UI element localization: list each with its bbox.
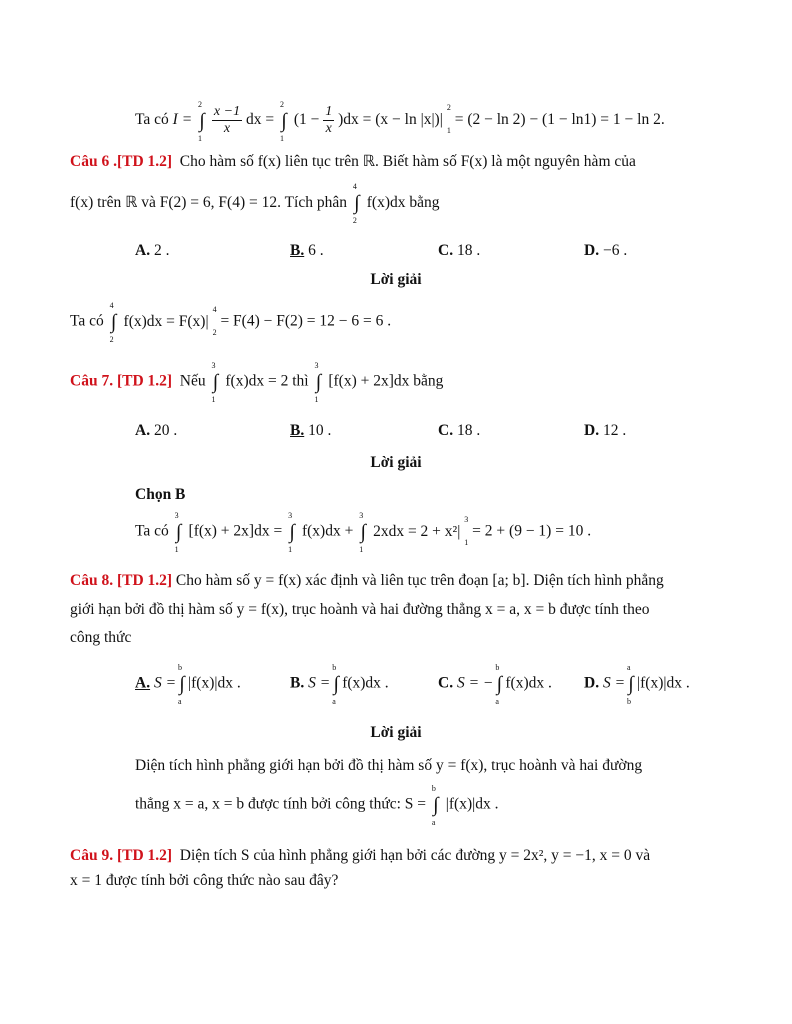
upper-limit: b [178, 663, 183, 672]
option-letter: A. [135, 242, 151, 259]
option-d[interactable] [584, 422, 626, 440]
option-d[interactable] [584, 242, 627, 260]
math: [f(x) + 2x]dx = [188, 522, 283, 540]
question-9-line1 [70, 847, 650, 865]
denominator: x [223, 121, 231, 137]
integral-sign: ∫ 3 1 [359, 511, 366, 554]
option-letter: D. [584, 242, 600, 259]
numerator: x −1 [212, 104, 242, 121]
option-letter: B. [290, 422, 305, 439]
q6-solution [70, 301, 392, 344]
question-text: Nếu [179, 372, 206, 390]
option-letter: D. [584, 674, 600, 692]
math: f(x)dx = F(x)| [123, 312, 209, 330]
option-c[interactable] [438, 422, 480, 440]
choose-answer: Chọn B [135, 486, 186, 503]
option-value: 20 . [153, 422, 178, 439]
math: S = [153, 674, 177, 692]
option-value: 18 . [456, 242, 481, 259]
solution-title: Lời giải [370, 271, 422, 288]
question-label: Câu 9. [TD 1.2] [70, 847, 173, 864]
math: f(x)dx . [342, 674, 389, 692]
option-c[interactable] [438, 242, 480, 260]
question-8-line1 [70, 572, 664, 590]
integral-sign: ∫ b a [431, 784, 439, 827]
option-letter: C. [438, 422, 454, 439]
question-7-line1 [70, 361, 444, 404]
math: I = [172, 111, 193, 129]
integral-sign: ∫ b a [178, 663, 185, 706]
option-a[interactable] [135, 663, 241, 706]
question-8-line3: công thức [70, 629, 132, 646]
lower-limit: 1 [359, 545, 364, 554]
math: |f(x)|dx . [188, 674, 241, 692]
q8-solution-line2 [135, 784, 499, 827]
math: S = [308, 674, 331, 692]
top-solution [135, 99, 665, 143]
lower-limit: 1 [174, 545, 179, 554]
math: dx = [245, 111, 275, 129]
lower-limit: 2 [352, 216, 357, 226]
upper-limit: 2 [198, 99, 203, 109]
lower-limit: a [495, 697, 499, 706]
question-text: f(x)dx bằng [366, 194, 440, 211]
option-value: 2 . [153, 242, 170, 259]
option-b[interactable] [290, 663, 389, 706]
question-6-line2 [70, 182, 440, 226]
question-label: Câu 6 .[TD 1.2] [70, 153, 173, 170]
option-letter: C. [438, 242, 454, 259]
integral-sign: ∫ 4 2 [109, 301, 117, 344]
fraction [323, 104, 334, 137]
lower-limit: a [332, 697, 336, 706]
option-letter: B. [290, 242, 305, 259]
solution-title: Lời giải [370, 724, 422, 741]
lower-limit: 2 [109, 335, 114, 344]
option-value: −6 . [602, 242, 628, 259]
denominator: x [325, 121, 332, 137]
lower-limit: a [178, 697, 182, 706]
lower-limit: b [627, 697, 632, 706]
math: f(x)dx + [301, 522, 354, 540]
option-c[interactable] [438, 663, 552, 706]
upper-limit: 2 [446, 103, 451, 113]
lower-limit: 1 [279, 133, 284, 143]
option-d[interactable] [584, 663, 690, 706]
upper-limit: 4 [212, 304, 217, 314]
text: thẳng x = a, x = b được tính bởi công thức: S = [135, 795, 427, 813]
upper-limit: a [627, 663, 631, 672]
q8-solution-line1: Diện tích hình phẳng giới hạn bởi đồ thị hàm số y = f(x), trục hoành và hai đường [135, 757, 643, 774]
question-label: Câu 8. [TD 1.2] [70, 572, 173, 589]
lower-limit: a [431, 818, 436, 827]
option-b[interactable] [290, 242, 324, 260]
upper-limit: 3 [288, 511, 293, 520]
upper-limit: 3 [314, 361, 319, 370]
option-value: 6 . [308, 242, 324, 259]
upper-limit: b [495, 663, 500, 672]
option-letter: D. [584, 422, 600, 439]
integral-sign: ∫ 3 1 [174, 511, 182, 554]
integral-sign: ∫ 3 1 [211, 361, 219, 404]
integral-sign: ∫ 4 2 [352, 182, 360, 226]
question-text: f(x)dx = 2 thì [225, 372, 309, 390]
lower-limit: 1 [446, 126, 451, 136]
integral-sign: ∫ a b [627, 663, 634, 706]
math: S = [602, 674, 626, 692]
upper-limit: 3 [359, 511, 364, 520]
upper-limit: 3 [211, 361, 216, 370]
integral-sign: ∫ 3 1 [288, 511, 295, 554]
upper-limit: 3 [174, 511, 179, 520]
question-8-line2: giới hạn bởi đồ thị hàm số y = f(x), trục hoành và hai đường thẳng x = a, x = b được tính theo [70, 601, 650, 618]
upper-limit: 4 [109, 301, 114, 310]
math: (1 − [293, 111, 320, 129]
lower-limit: 1 [288, 545, 293, 554]
integral-sign: ∫ 2 1 [198, 99, 205, 143]
integral-sign: ∫ b a [495, 663, 503, 706]
question-text: f(x) trên ℝ và F(2) = 6, F(4) = 12. Tích phân [70, 194, 347, 211]
fraction [212, 104, 242, 137]
option-value: 18 . [456, 422, 481, 439]
text: Ta có [70, 312, 104, 330]
option-letter: A. [135, 422, 151, 439]
text: Ta có [135, 522, 169, 540]
integral-sign: ∫ b a [332, 663, 339, 706]
lower-limit: 2 [212, 327, 217, 337]
option-a[interactable] [135, 422, 177, 440]
option-a[interactable] [135, 242, 169, 260]
numerator: 1 [323, 104, 334, 121]
option-value: 10 . [308, 422, 332, 439]
option-letter: A. [135, 674, 151, 692]
upper-limit: 3 [464, 514, 469, 524]
question-6-line1 [70, 152, 636, 171]
math: = 2 + (9 − 1) = 10 . [472, 522, 592, 540]
question-label: Câu 7. [TD 1.2] [70, 372, 173, 390]
text: Ta có [135, 111, 169, 129]
question-text: Diện tích S của hình phẳng giới hạn bởi các đường y = 2x², y = −1, x = 0 và [179, 847, 651, 864]
option-value: 12 . [602, 422, 627, 439]
question-text: Cho hàm số y = f(x) xác định và liên tục trên đoạn [a; b]. Diện tích hình phẳng [175, 572, 664, 589]
option-b[interactable] [290, 422, 331, 440]
math: 2xdx = 2 + x²| [373, 522, 461, 540]
integral-sign: ∫ 2 1 [279, 99, 287, 143]
solution-title: Lời giải [370, 454, 422, 471]
upper-limit: 4 [352, 182, 357, 192]
lower-limit: 1 [464, 537, 469, 547]
math: f(x)dx . [505, 674, 552, 692]
math: |f(x)|dx . [445, 795, 499, 813]
math: )dx = (x − ln |x|)| [338, 111, 443, 129]
math: = F(4) − F(2) = 12 − 6 = 6 . [220, 312, 392, 330]
lower-limit: 1 [198, 133, 203, 143]
math: |f(x)|dx . [637, 674, 690, 692]
option-letter: C. [438, 674, 454, 692]
question-9-line2: x = 1 được tính bởi công thức nào sau đây? [70, 872, 339, 889]
lower-limit: 1 [314, 395, 319, 404]
upper-limit: b [431, 784, 436, 793]
math: = (2 − ln 2) − (1 − ln1) = 1 − ln 2. [454, 111, 665, 129]
upper-limit: 2 [279, 99, 284, 109]
math: S = − [456, 674, 494, 692]
upper-limit: b [332, 663, 337, 672]
question-text: Cho hàm số f(x) liên tục trên ℝ. Biết hàm số F(x) là một nguyên hàm của [179, 153, 636, 170]
lower-limit: 1 [211, 395, 216, 404]
option-letter: B. [290, 674, 305, 692]
q7-solution [135, 511, 592, 554]
question-text: [f(x) + 2x]dx bằng [328, 372, 444, 390]
integral-sign: ∫ 3 1 [314, 361, 322, 404]
